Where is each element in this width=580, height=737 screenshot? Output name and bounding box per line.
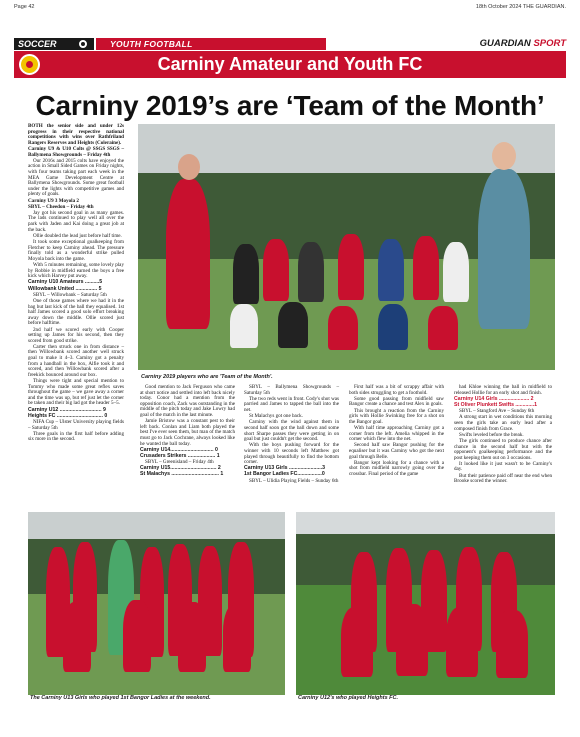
article-paragraph: NIFA Cup – Ulster University playing fields – Saturday 5th: [28, 418, 124, 431]
article-paragraph: BOTH the senior side and under 12s progress in their respective national competitions with wins over Rathfriland Rangers Reserves and Heights (Coleraine).: [28, 123, 124, 146]
article-paragraph: With half time approaching Carniny got a corner from the left. Amelia whipped in the corner which flew into the net.: [349, 424, 444, 443]
issue-date: 18th October 2024 THE GUARDIAN.: [475, 4, 566, 10]
article-paragraph: With 5 minutes remaining, some lovely play by Robbie in midfield earned the boys a free kick which Harvey put away.: [28, 262, 124, 280]
article-headline: Carniny 2019’s are ‘Team of the Month’: [35, 90, 545, 121]
football-icon: [78, 39, 88, 49]
article-column-2: [140, 385, 235, 479]
caption-u13: The Carniny U13 Girls who played 1st Bangor Ladies at the weekend.: [30, 695, 211, 701]
article-paragraph: Carniny U14 Girls ..................... 2: [454, 395, 534, 402]
article-paragraph: Things were tight and special mention to Tommy who made some great reflex saves throughout the game – we gave away a corner and the time was up, but ref just let the corner be taken and their big lad got the header 5–5.: [28, 378, 124, 407]
article-paragraph: This brought a reaction from the Carniny girls with Hollie Swinking free for a shot on the Bangor goal.: [349, 407, 444, 425]
article-paragraph: Ollie doubled the lead just before half time.: [33, 232, 122, 239]
article-paragraph: The girls continued to produce chance after chance in the second half but with the opponent's goalkeeping performance and the post keeping them out on 3 occasions.: [454, 437, 552, 461]
article-paragraph: Second half saw Bangor pushing for the equaliser but it was Carniny who got the next goal through Belle.: [349, 442, 444, 460]
team-photo-main: [138, 124, 555, 370]
article-paragraph: Carter then struck one in from distance – then Willowbank scored another well struck goal to make it 4–3. Carniny got a penalty from a handball in the box, Alfie took it and scored, and then Willowbank scored after a freekick bounced around our box.: [28, 343, 124, 378]
article-paragraph: The two reds went in front. Cody's shot was parried and James to tapped the ball into the net.: [244, 395, 339, 413]
guardian-sport-logo: GUARDIAN SPORT: [479, 38, 566, 49]
article-paragraph: Carniny U12 ............................. 9: [28, 406, 106, 413]
article-paragraph: Crusaders Strikers ................... 1: [140, 452, 220, 459]
article-paragraph: Jamie Bristow was a constant pest to their left back. Conlan and Liam both played the best I've ever seen them, but man of the match must go to Jack Cochrane, always looked like he wanted the ball today.: [140, 418, 235, 447]
article-paragraph: Carniny U14.............................. 0: [140, 446, 218, 453]
article-paragraph: Willowbank United ............... 5: [28, 285, 102, 292]
article-paragraph: Jay got his second goal in as many games. The lads continued to play well all over the park with Jaden and Kai doing a great job at the back.: [28, 209, 124, 233]
team-photo-u13-girls: [28, 512, 285, 695]
article-paragraph: One of those games where we had it in the bag but last kick of the ball they equalised. 1st half James scored a good solo effort breaking away down the middle. Ollie scored just before halftime.: [28, 297, 124, 327]
article-paragraph: A strong start in wet conditions this morning seen the girls take an early lead after a composed finish from Grace.: [454, 414, 552, 432]
article-paragraph: First half was a bit of scrappy affair with both sides struggling to get a foothold.: [349, 384, 444, 396]
article-paragraph: Good mention to Jack Ferguson who came at short notice and settled into left back nicely today. Conor had a mention from the opposition coach, Zack was outstanding in the middle of the pitch today and Jake Lowry had goal of the match in the last minute.: [140, 384, 235, 418]
article-paragraph: 1st Bangor Ladies FC.................0: [244, 471, 325, 478]
article-paragraph: SBYL – Cheedon – Friday 4th: [28, 203, 94, 210]
article-paragraph: SBYL – Greenisland – Friday 4th: [145, 459, 214, 466]
article-paragraph: Heights FC ................................ 0: [28, 412, 108, 419]
club-banner: [14, 51, 566, 78]
article-paragraph: Bangor kept looking for a chance with a shot from midfield narrowly going over the crossbar. Final period of the game: [349, 459, 444, 477]
article-paragraph: It looked like it just wasn't to be Carniny's day.: [454, 460, 552, 473]
article-paragraph: Carniny U9 & U10 Colts @ SSGS SSGS – Ballymena Showgrounds – Friday 4th: [28, 145, 124, 158]
page-number: Page 42: [14, 4, 35, 10]
section-bar: [14, 38, 566, 50]
soccer-label: SOCCER: [14, 38, 94, 50]
article-column-3: [244, 385, 339, 485]
article-paragraph: St Malachys ................................. 1: [140, 471, 224, 478]
caption-u12: Carniny U12's who played Heights FC.: [298, 695, 399, 701]
article-paragraph: SBYL – Ballymena Showgrounds – Saturday 5th: [244, 384, 339, 396]
article-paragraph: But their patience paid off near the end when Brooke scored the winner.: [454, 472, 552, 485]
article-paragraph: It took some exceptional goalkeeping from Fletcher to keep Carniny ahead. The pressure finally told as a wonderful strike pulled Moyola back into the game.: [28, 239, 124, 262]
article-paragraph: Three goals in the first half before adding six more in the second.: [28, 430, 124, 443]
article-paragraph: Our 2016s and 2015 colts have enjoyed the action in Small Sided Games on Friday nights, with four teams taking part each week in the MEA Game Development Centre at Ballymena Showgrounds. Some great football under the lights with competitive games and plenty of goals.: [28, 157, 124, 198]
article-paragraph: SBYL – Ulidia Playing Fields – Sunday 6th: [249, 477, 339, 484]
article-paragraph: Carniny U9 3 Moyola 2: [28, 197, 79, 204]
article-paragraph: SBYL – Willowbank – Saturday 5th: [33, 291, 107, 298]
article-paragraph: Swifts leveled before the break.: [459, 431, 524, 438]
article-paragraph: St Malachys got one back.: [249, 413, 303, 420]
youth-football-label: YOUTH FOOTBALL: [96, 38, 326, 50]
article-column-4: [349, 385, 444, 478]
club-title: Carniny Amateur and Youth FC: [157, 54, 423, 74]
article-paragraph: Carniny with the wind against them in second half soon got the ball down and some short Sharpe passes they were getting in on goal but just couldn't get the second.: [244, 419, 339, 443]
team-photo-u12: [296, 512, 555, 695]
article-paragraph: SBYL – Stangford Ave – Sunday 6th: [459, 408, 535, 415]
article-paragraph: With the boys pushing forward for the winner with 10 seconds left Matthew got played through beautifully to find the bottom corner.: [244, 442, 339, 466]
article-paragraph: St Oliver Plunkett Swifts .............1: [454, 401, 538, 408]
article-paragraph: Some good passing from midfield saw Bangor create a chance and test Alex in goals.: [349, 395, 444, 408]
page-topline: [14, 3, 566, 13]
article-paragraph: 2nd half we scored early with Cooper setting up James for his second, then they scored from good strike.: [28, 326, 124, 344]
article-paragraph: Carniny U13 Girls .......................3: [244, 465, 326, 472]
article-paragraph: had Khloe winning the ball in midfield to released Hollie for an early shot and finish.: [454, 384, 552, 396]
article-paragraph: Carniny U15................................ 2: [140, 465, 221, 472]
article-column-1: [28, 124, 124, 444]
article-column-5: [454, 385, 552, 485]
caption-main: Carniny 2019 players who are 'Team of the Month'.: [141, 374, 273, 380]
article-paragraph: Carniny U10 Amateurs ..........5: [28, 279, 103, 286]
